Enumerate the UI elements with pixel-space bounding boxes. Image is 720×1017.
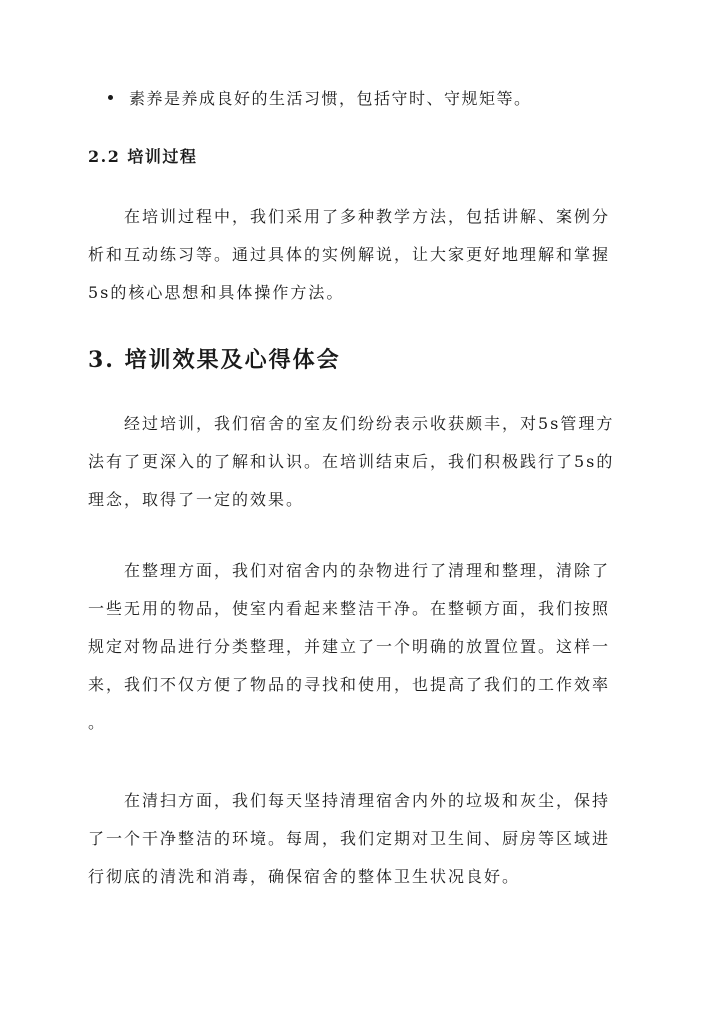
paragraph-line: 了一个干净整洁的环境。每周，我们定期对卫生间、厨房等区域进 [88,829,611,848]
paragraph-line: 来，我们不仅方便了物品的寻找和使用，也提高了我们的工作效率 [88,675,611,694]
paragraph-line: 法有了更深入的了解和认识。在培训结束后，我们积极践行了5s的 [88,452,615,471]
paragraph-line: 在清扫方面，我们每天坚持清理宿舍内外的垃圾和灰尘，保持 [124,791,611,810]
section-heading-2-2: 2.2 培训过程 [88,147,198,166]
paragraph-line: 析和互动练习等。通过具体的实例解说，让大家更好地理解和掌握 [88,245,611,264]
paragraph-line: 规定对物品进行分类整理，并建立了一个明确的放置位置。这样一 [88,637,611,656]
paragraph-line: 一些无用的物品，使室内看起来整洁干净。在整顿方面，我们按照 [88,599,611,618]
bullet-text: 素养是养成良好的生活习惯，包括守时、守规矩等。 [129,89,532,108]
paragraph-line: 在整理方面，我们对宿舍内的杂物进行了清理和整理，清除了 [124,561,611,580]
bullet-dot-icon [108,95,113,100]
paragraph-line: 在培训过程中，我们采用了多种教学方法，包括讲解、案例分 [124,207,611,226]
paragraph-line: 经过培训，我们宿舍的室友们纷纷表示收获颇丰，对5s管理方 [124,414,615,433]
paragraph-line: 5s的核心思想和具体操作方法。 [88,283,345,302]
section-heading-3: 3. 培训效果及心得体会 [88,347,341,373]
paragraph-line: 。 [88,713,107,732]
bullet-item [108,86,532,112]
paragraph-line: 行彻底的清洗和消毒，确保宿舍的整体卫生状况良好。 [88,867,521,886]
paragraph-line: 理念，取得了一定的效果。 [88,490,305,509]
paragraph-cleaning [88,788,633,902]
paragraph-training-process [88,204,633,318]
paragraph-training-results [88,411,633,525]
paragraph-sort-and-set [88,558,633,748]
